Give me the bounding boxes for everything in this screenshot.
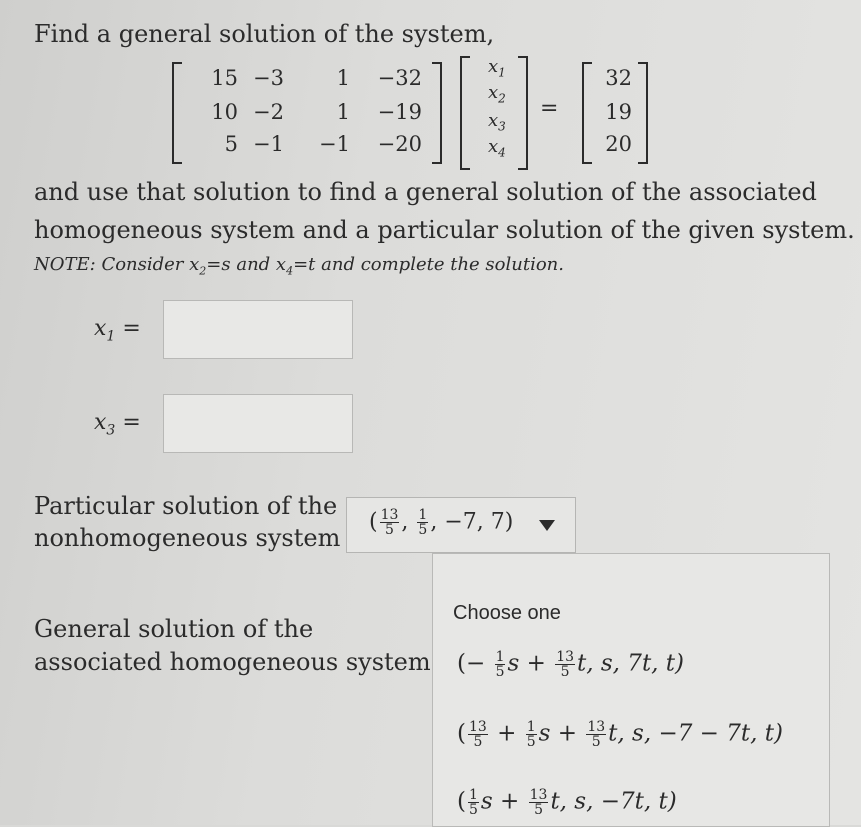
note-text: NOTE: Consider $x_2=s$ and $x_4=t$ and complete the solution.: [34, 254, 564, 278]
x1-label: $x_1$ =: [94, 316, 141, 345]
matrix-cell: −32: [377, 66, 422, 90]
option-2[interactable]: ( $\frac{13}{5}$ + $\frac{1}{5}$ s + $\frac{13}{5}$ t, s, −7 − 7t, t): [457, 719, 783, 750]
particular-label-line-1: Particular solution of the: [34, 492, 338, 520]
vector-right-bracket: [518, 56, 528, 170]
matrix-cell: 1: [336, 100, 350, 124]
vector-entry: $x_2$: [488, 82, 506, 106]
matrix-cell: −1: [253, 132, 284, 156]
vector-left-bracket: [460, 56, 470, 170]
matrix-cell: 15: [211, 66, 238, 90]
menu-header: Choose one: [453, 602, 561, 624]
option-3[interactable]: ( $\frac{1}{5}$ s + $\frac{13}{5}$ t, s, −7t, t): [457, 787, 677, 818]
matrix-cell: −20: [377, 132, 422, 156]
vector-entry: $x_4$: [488, 136, 506, 160]
matrix-left-bracket: [172, 62, 182, 164]
vector-entry: $x_3$: [488, 110, 506, 134]
particular-solution-dropdown[interactable]: [346, 497, 576, 553]
option-1[interactable]: (− $\frac{1}{5}$ s + $\frac{13}{5}$ t, s, 7t, t): [457, 649, 685, 680]
general-solution-menu: [432, 553, 830, 827]
matrix-cell: 5: [224, 132, 238, 156]
chevron-down-icon: [539, 520, 555, 531]
matrix-cell: −3: [253, 66, 284, 90]
matrix-cell: 1: [336, 66, 350, 90]
x3-input[interactable]: [163, 394, 353, 453]
problem-line-1: Find a general solution of the system,: [34, 20, 495, 48]
x3-label: $x_3$ =: [94, 410, 141, 439]
matrix-cell: −1: [319, 132, 350, 156]
matrix-cell: −2: [253, 100, 284, 124]
matrix-cell: 10: [211, 100, 238, 124]
rhs-right-bracket: [638, 62, 648, 164]
rhs-entry: 20: [605, 132, 632, 156]
equals-sign: =: [540, 96, 559, 121]
particular-label-line-2: nonhomogeneous system: [34, 524, 341, 552]
x1-input[interactable]: [163, 300, 353, 359]
matrix-cell: −19: [377, 100, 422, 124]
matrix-right-bracket: [432, 62, 442, 164]
general-label-line-2: associated homogeneous system: [34, 648, 431, 676]
general-label-line-1: General solution of the: [34, 615, 314, 643]
rhs-entry: 32: [605, 66, 632, 90]
vector-entry: $x_1$: [488, 56, 506, 80]
problem-line-2: and use that solution to find a general solution of the associated: [34, 178, 817, 206]
problem-line-3: homogeneous system and a particular solution of the given system.: [34, 216, 855, 244]
rhs-entry: 19: [605, 100, 632, 124]
particular-solution-value: ( $\frac{13}{5}$ , $\frac{1}{5}$ , −7, 7): [369, 507, 514, 538]
